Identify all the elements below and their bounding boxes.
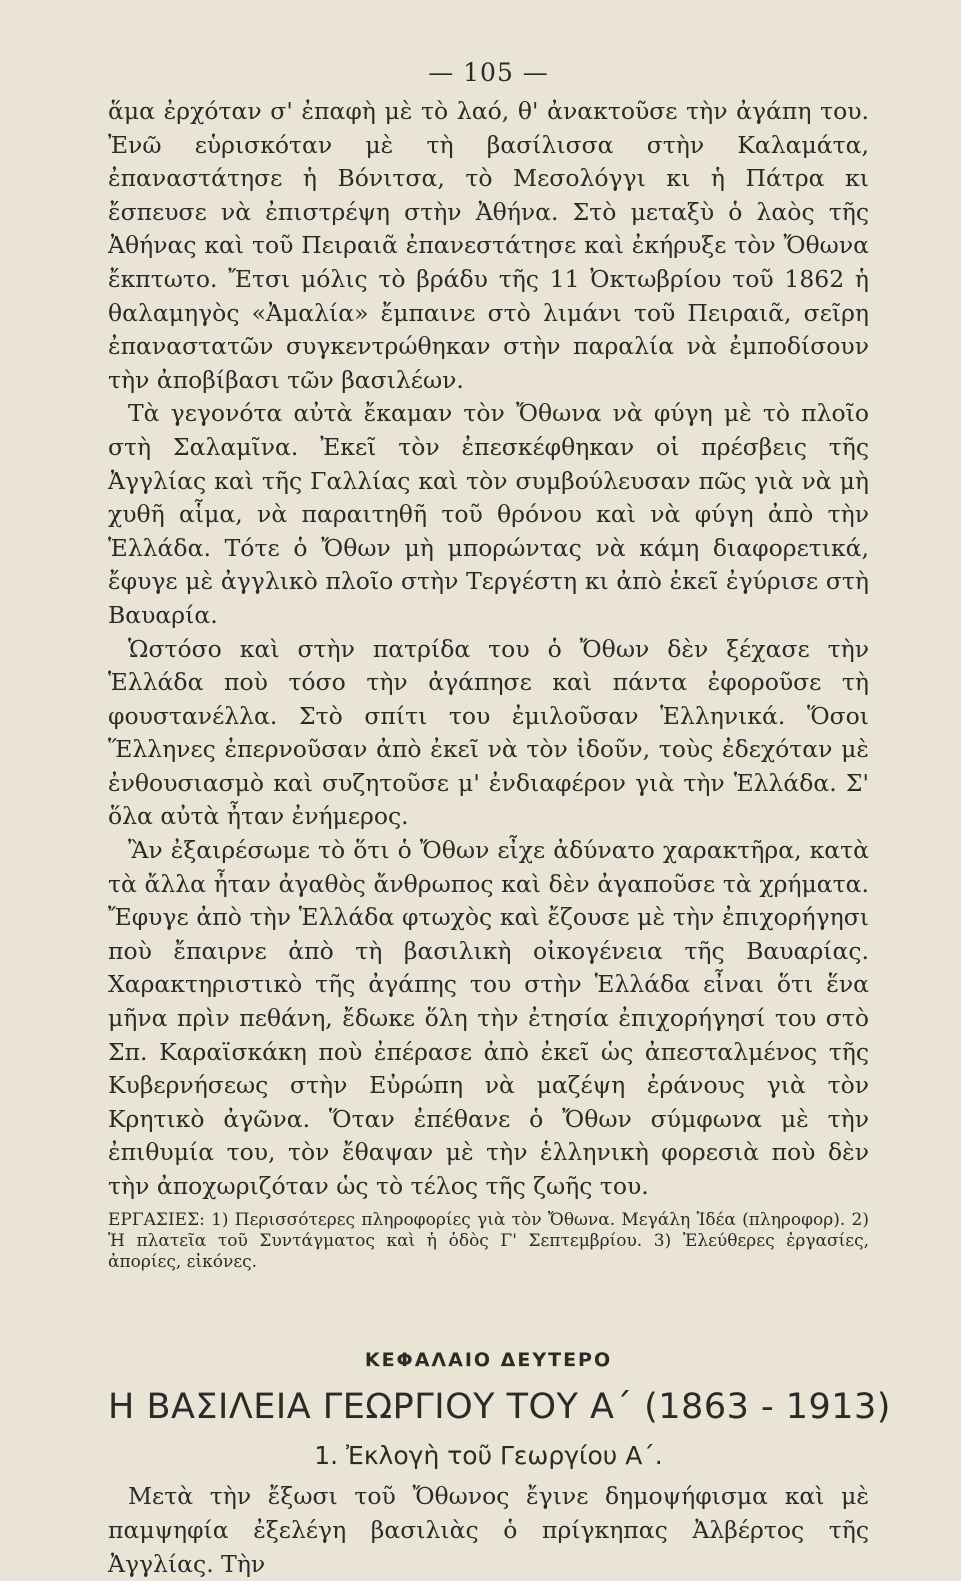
paragraph: Ὡστόσο καὶ στὴν πατρίδα του ὁ Ὄθων δὲν ξέχασε τὴν Ἑλλάδα ποὺ τόσο τὴν ἀγάπησε καὶ πάντα ἐφοροῦσε τὴ φουστανέλλα. Στὸ σπίτι του ἐμιλοῦσαν Ἑλληνικά. Ὅσοι Ἕλληνες ἐπερνοῦσαν ἀπὸ ἐκεῖ νὰ τὸν ἰδοῦν, τοὺς ἐδεχόταν μὲ ἐνθουσιασμὸ καὶ συζητοῦσε μ' ἐνδιαφέρον γιὰ τὴν Ἑλλάδα. Σ' ὅλα αὐτὰ ἦταν ἐνήμερος. <box>108 634 869 831</box>
chapter-label: ΚΕΦΑΛΑΙΟ ΔΕΥΤΕΡΟ <box>364 1348 613 1371</box>
main-text <box>108 95 869 1204</box>
chapter-title: Η ΒΑΣΙΛΕΙΑ ΓΕΩΡΓΙΟΥ ΤΟΥ Α΄ (1863 - 1913) <box>108 1386 891 1427</box>
section-text <box>108 1479 869 1581</box>
paragraph: Τὰ γεγονότα αὐτὰ ἔκαμαν τὸν Ὄθωνα νὰ φύγη μὲ τὸ πλοῖο στὴ Σαλαμῖνα. Ἐκεῖ τὸν ἐπεσκέφθηκαν οἱ πρέσβεις τῆς Ἀγγλίας καὶ τῆς Γαλλίας καὶ τὸν συμβούλευσαν πῶς γιὰ νὰ μὴ χυθῆ αἷμα, νὰ παραιτηθῆ τοῦ θρόνου καὶ νὰ φύγη ἀπὸ τὴν Ἑλλάδα. Τότε ὁ Ὄθων μὴ μπορώντας νὰ κάμη διαφορετικά, ἔφυγε μὲ ἀγγλικὸ πλοῖο στὴν Τεργέστη κι ἀπὸ ἐκεῖ ἐγύρισε στὴ Βαυαρία. <box>108 399 869 629</box>
exercises-note: ΕΡΓΑΣΙΕΣ: 1) Περισσότερες πληροφορίες γιὰ τὸν Ὄθωνα. Μεγάλη Ἰδέα (πληροφορ). 2) Ἡ πλατεῖα τοῦ Συντάγματος καὶ ἡ ὁδὸς Γ' Σεπτεμβρίου. 3) Ἐλεύθερες ἐργασίες, ἀπορίες, εἰκόνες. <box>108 1209 869 1272</box>
paragraph: Ἂν ἐξαιρέσωμε τὸ ὅτι ὁ Ὄθων εἶχε ἀδύνατο χαρακτῆρα, κατὰ τὰ ἄλλα ἦταν ἀγαθὸς ἄνθρωπος καὶ δὲν ἀγαποῦσε τὰ χρήματα. Ἔφυγε ἀπὸ τὴν Ἑλλάδα φτωχὸς καὶ ἔζουσε μὲ τὴν ἐπιχορήγησι ποὺ ἔπαιρνε ἀπὸ τὴ βασιλικὴ οἰκογένεια τῆς Βαυαρίας. Χαρακτηριστικὸ τῆς ἀγάπης του στὴν Ἑλλάδα εἶναι ὅτι ἕνα μῆνα πρὶν πεθάνη, ἔδωκε ὅλη τὴν ἐτησία ἐπιχορήγησί του στὸ Σπ. Καραϊσκάκη ποὺ ἐπέρασε ἀπὸ ἐκεῖ ὡς ἀπεσταλμένος τῆς Κυβερνήσεως στὴν Εὐρώπη νὰ μαζέψη ἐράνους γιὰ τὸν Κρητικὸ ἀγῶνα. Ὅταν ἐπέθανε ὁ Ὄθων σύμφωνα μὲ τὴν ἐπιθυμία του, τὸν ἔθαψαν μὲ τὴν ἑλληνικὴ φορεσιὰ ποὺ δὲν τὴν ἀποχωριζόταν ὡς τὸ τέλος τῆς ζωῆς του. <box>108 836 869 1200</box>
page-number: — 105 — <box>428 58 549 87</box>
section-title: 1. Ἐκλογὴ τοῦ Γεωργίου Α΄. <box>314 1440 663 1470</box>
paragraph: ἅμα ἐρχόταν σ' ἐπαφὴ μὲ τὸ λαό, θ' ἀνακτοῦσε τὴν ἀγάπη του. Ἐνῶ εὑρισκόταν μὲ τὴ βασίλισσα στὴν Καλαμάτα, ἐπαναστάτησε ἡ Βόνιτσα, τὸ Μεσολόγγι κι ἡ Πάτρα κι ἔσπευσε νὰ ἐπιστρέψη στὴν Ἀθήνα. Στὸ μεταξὺ ὁ λαὸς τῆς Ἀθήνας καὶ τοῦ Πειραιᾶ ἐπανεστάτησε καὶ ἐκήρυξε τὸν Ὄθωνα ἔκπτωτο. Ἔτσι μόλις τὸ βράδυ τῆς 11 Ὀκτωβρίου τοῦ 1862 ἡ θαλαμηγὸς «Ἀμαλία» ἔμπαινε στὸ λιμάνι τοῦ Πειραιᾶ, σεῖρη ἐπαναστατῶν συγκεντρώθηκαν στὴν παραλία νὰ ἐμποδίσουν τὴν ἀποβίβασι τῶν βασιλέων. <box>108 97 869 394</box>
paragraph: Μετὰ τὴν ἔξωσι τοῦ Ὄθωνος ἔγινε δημοψήφισμα καὶ μὲ παμψηφία ἐξελέγη βασιλιὰς ὁ πρίγκηπας Ἀλβέρτος τῆς Ἀγγλίας. Τὴν <box>108 1481 869 1578</box>
